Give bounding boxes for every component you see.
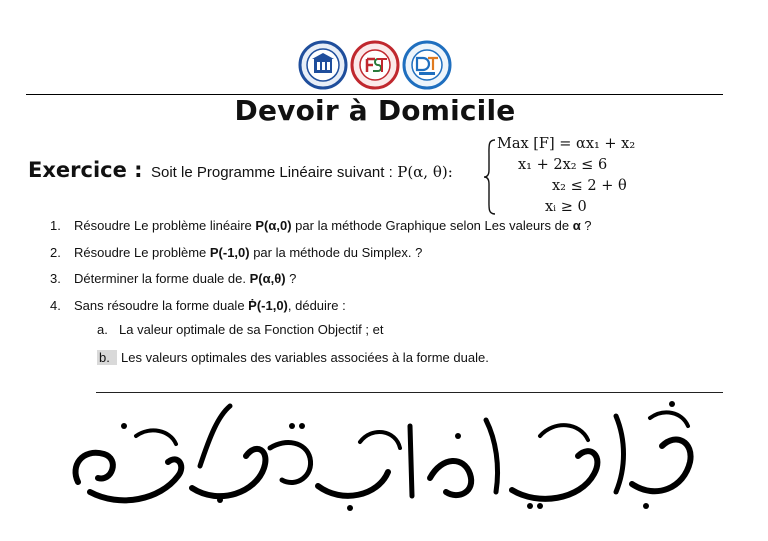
question-number: 1. [50,218,61,233]
question-1: 1. Résoudre Le problème linéaire P(α,0) par la méthode Graphique selon Les valeurs de α ? [50,218,592,233]
linear-program-system [497,134,635,218]
subquestion-a: a. La valeur optimale de sa Fonction Objectif ; et [97,322,384,337]
question-2: 2. Résoudre Le problème P(-1,0) par la méthode du Simplex. ? [50,245,423,260]
fst-faculty-logo-icon [350,40,400,90]
question-3: 3. Déterminer la forme duale de. P(α,θ) ? [50,271,297,286]
university-seal-icon [298,40,348,90]
page-title: Devoir à Domicile [234,94,516,127]
footer-rule [96,392,723,393]
question-4: 4. Sans résoudre la forme duale Ṗ(-1,0), déduire : [50,298,346,313]
subquestion-b: b. Les valeurs optimales des variables associées à la forme duale. [99,350,489,365]
subquestion-letter: b. [97,350,117,365]
question-number: 4. [50,298,61,313]
constraint-2: x₂ ≤ 2 + θ [552,178,627,194]
program-name: P(α, θ): [397,163,453,181]
constraint-1: x₁ + 2x₂ ≤ 6 [518,157,608,173]
subquestion-letter: a. [97,322,108,337]
system-brace-icon [483,138,497,216]
question-number: 2. [50,245,61,260]
exercise-statement [28,158,453,182]
exercise-label: Exercice : [28,158,143,182]
header-logos [298,40,452,90]
constraint-nonnegativity: xᵢ ≥ 0 [545,199,587,215]
objective-function: Max [F] = αx₁ + x₂ [497,136,636,152]
arabic-calligraphy-signature-icon [60,396,700,514]
department-logo-icon [402,40,452,90]
exercise-intro: Soit le Programme Linéaire suivant : [151,164,393,181]
question-number: 3. [50,271,61,286]
